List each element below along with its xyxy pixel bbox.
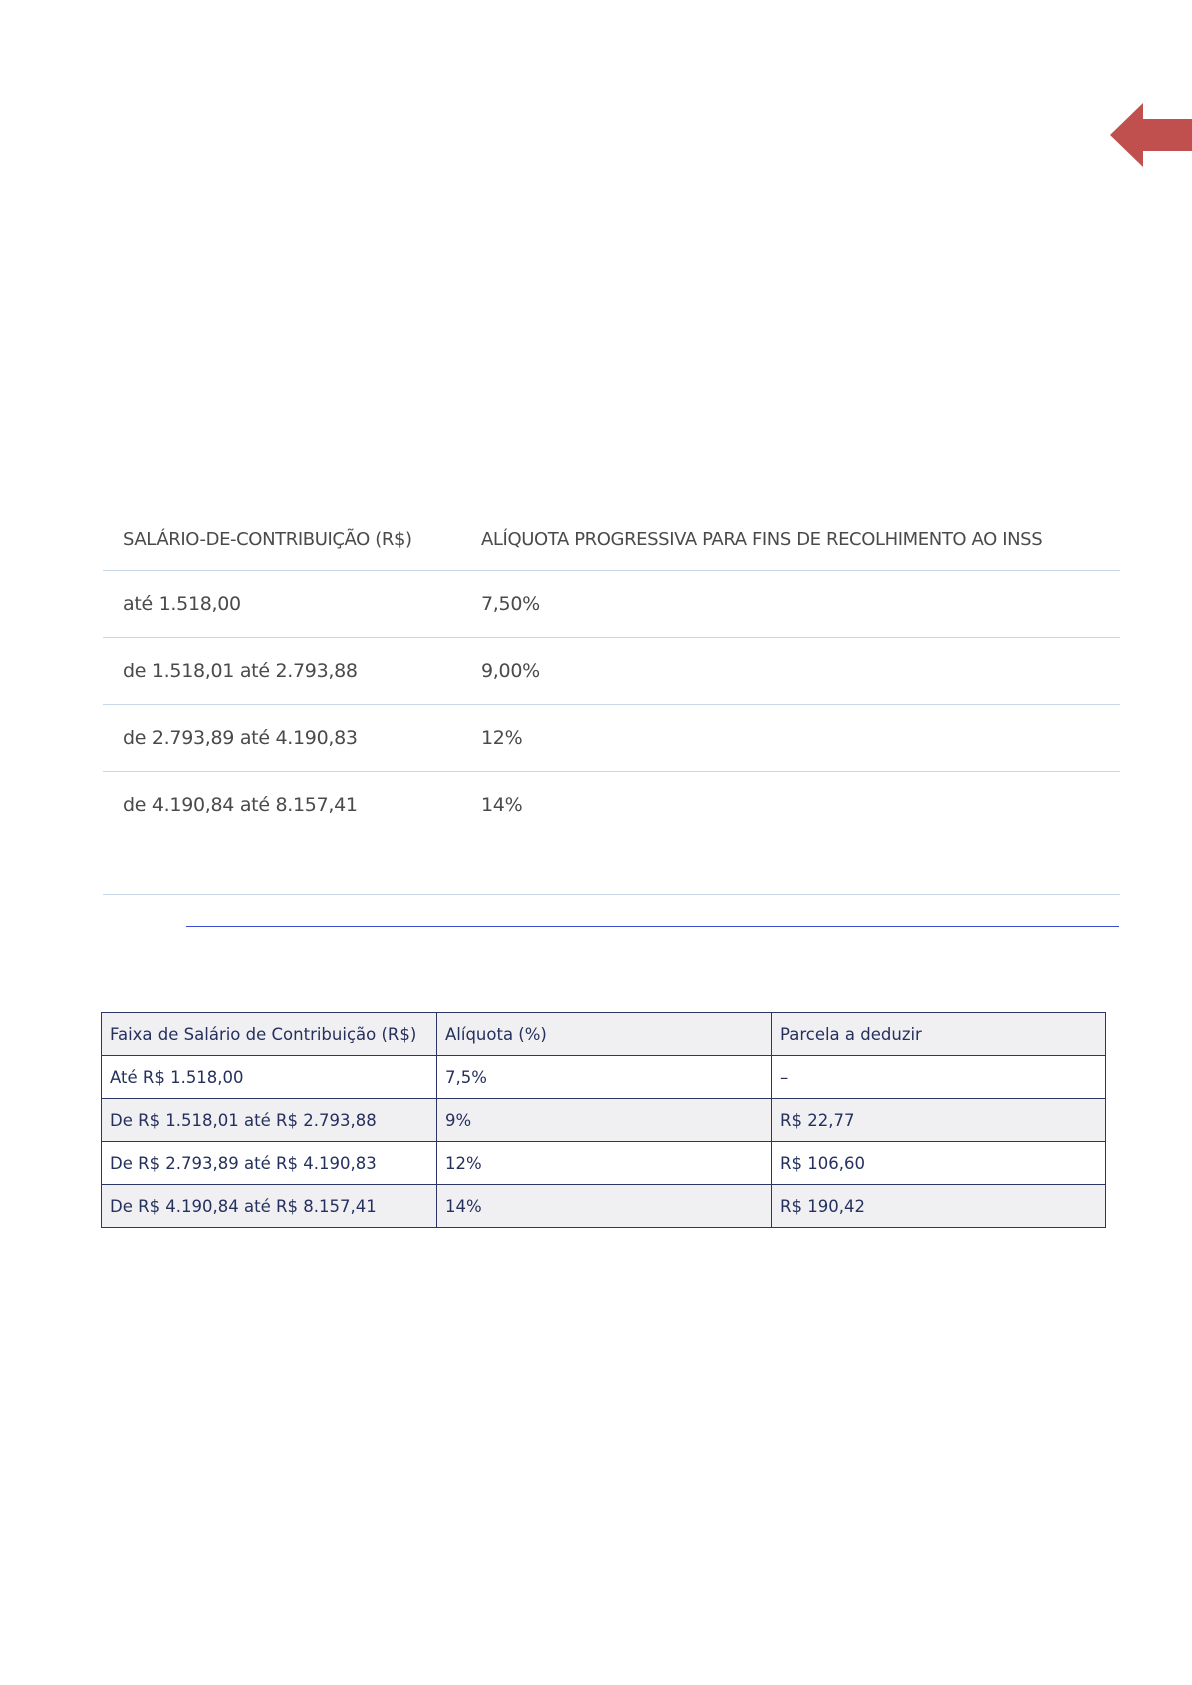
salary-range-cell: até 1.518,00: [103, 571, 461, 638]
salary-range-cell: de 2.793,89 até 4.190,83: [103, 705, 461, 772]
table-row: [103, 638, 1120, 705]
deduction-cell: R$ 190,42: [772, 1185, 1106, 1228]
rate-cell: 12%: [461, 705, 1120, 772]
salary-range-cell: De R$ 4.190,84 até R$ 8.157,41: [102, 1185, 437, 1228]
column-header-salary: SALÁRIO-DE-CONTRIBUIÇÃO (R$): [103, 508, 461, 571]
rate-cell: 7,5%: [437, 1056, 772, 1099]
rate-cell: 12%: [437, 1142, 772, 1185]
column-header-rate: ALÍQUOTA PROGRESSIVA PARA FINS DE RECOLHIMENTO AO INSS: [461, 508, 1120, 571]
rate-cell: 9%: [437, 1099, 772, 1142]
salary-range-cell: de 1.518,01 até 2.793,88: [103, 638, 461, 705]
table-row: [102, 1185, 1106, 1228]
rate-cell: 9,00%: [461, 638, 1120, 705]
inss-rate-table: [103, 508, 1120, 895]
column-header-range: Faixa de Salário de Contribuição (R$): [102, 1013, 437, 1056]
rate-cell: 7,50%: [461, 571, 1120, 638]
deduction-cell: R$ 22,77: [772, 1099, 1106, 1142]
table-row: [103, 571, 1120, 638]
column-header-rate: Alíquota (%): [437, 1013, 772, 1056]
column-header-deduction: Parcela a deduzir: [772, 1013, 1106, 1056]
salary-range-cell: De R$ 1.518,01 até R$ 2.793,88: [102, 1099, 437, 1142]
salary-range-cell: De R$ 2.793,89 até R$ 4.190,83: [102, 1142, 437, 1185]
table-header-row: [103, 508, 1120, 571]
arrow-left-icon[interactable]: [1110, 103, 1192, 167]
table-row: [102, 1099, 1106, 1142]
rate-cell: 14%: [437, 1185, 772, 1228]
table-row: [103, 772, 1120, 895]
table-header-row: [102, 1013, 1106, 1056]
salary-range-cell: de 4.190,84 até 8.157,41: [103, 772, 461, 895]
table-row: [102, 1142, 1106, 1185]
table-row: [102, 1056, 1106, 1099]
deduction-cell: –: [772, 1056, 1106, 1099]
rate-cell: 14%: [461, 772, 1120, 895]
deduction-cell: R$ 106,60: [772, 1142, 1106, 1185]
salary-range-cell: Até R$ 1.518,00: [102, 1056, 437, 1099]
deduction-table: [101, 1012, 1106, 1228]
table-row: [103, 705, 1120, 772]
divider-line: [186, 926, 1119, 927]
